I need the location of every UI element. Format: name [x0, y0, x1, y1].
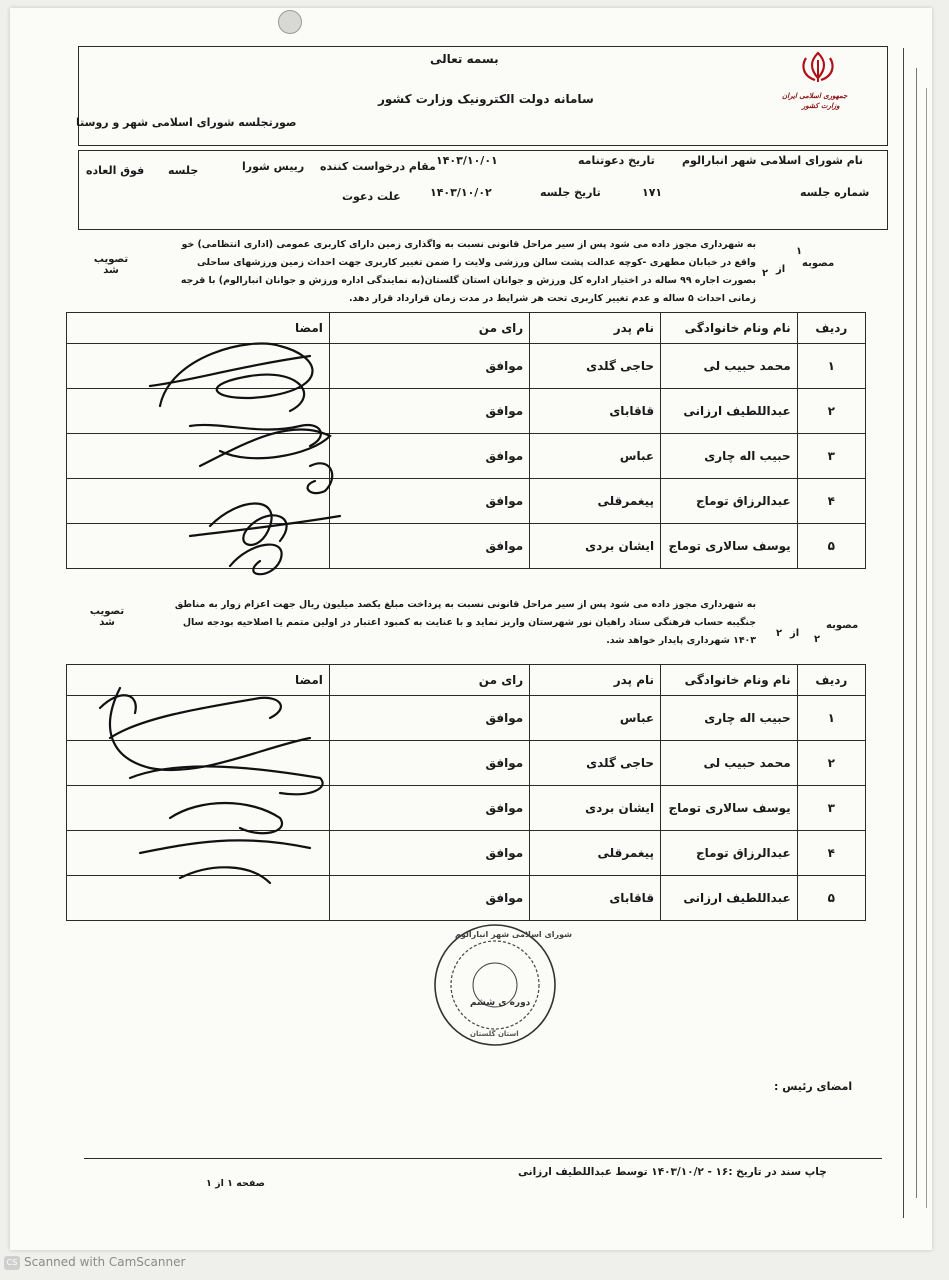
vote-value: موافق [329, 831, 529, 876]
handwritten-signatures-2 [80, 668, 360, 908]
resolution-2-text-line: ۱۴۰۳ شهرداری پایدار خواهد شد. [606, 635, 756, 646]
resolution-1-label: مصوبه [802, 258, 835, 269]
column-header: نام ونام خانوادگی [661, 313, 798, 344]
column-header: ردیف [797, 313, 865, 344]
row-number: ۱ [797, 344, 865, 389]
father-name: عباس [530, 696, 661, 741]
session-date-label: تاریخ جلسه [540, 186, 601, 199]
column-header: امضا [67, 313, 330, 344]
member-name: محمد حبیب لی [661, 741, 798, 786]
invite-reason-label: علت دعوت [342, 190, 401, 203]
bismillah: بسمه تعالی [430, 52, 499, 66]
vote-value: موافق [329, 741, 529, 786]
member-name: عبداللطیف ارزانی [661, 389, 798, 434]
resolution-2-text [140, 596, 756, 650]
row-number: ۳ [797, 434, 865, 479]
father-name: ایشان بردی [530, 786, 661, 831]
seal-center-text: دوره ی ششم [470, 998, 531, 1008]
vote-value: موافق [329, 524, 529, 569]
session-date-value: ۱۴۰۳/۱۰/۰۲ [430, 186, 492, 199]
row-number: ۱ [797, 696, 865, 741]
page-edge-line [916, 68, 917, 1198]
session-number-label: شماره جلسه [800, 186, 870, 199]
resolution-1-text [160, 236, 756, 308]
emblem-caption-1: جمهوری اسلامی ایران [782, 92, 848, 100]
father-name: ایشان بردی [530, 524, 661, 569]
row-number: ۴ [797, 831, 865, 876]
page-edge-line [926, 88, 927, 1208]
row-number: ۲ [797, 389, 865, 434]
requester-value: رییس شورا [242, 160, 305, 173]
resolution-1-status: تصویب شد [93, 254, 129, 276]
member-name: عبدالرزاق توماج [661, 479, 798, 524]
print-info: چاپ سند در تاریخ :۱۶ - ۱۴۰۳/۱۰/۲ توسط عبداللطیف ارزانی [518, 1166, 827, 1178]
resolution-2-of: از [790, 628, 800, 639]
father-name: پیغمرقلی [530, 479, 661, 524]
vote-value: موافق [329, 389, 529, 434]
vote-value: موافق [329, 344, 529, 389]
member-name: عبداللطیف ارزانی [661, 876, 798, 921]
resolution-1-of: از [776, 264, 786, 275]
father-name: قاقابای [530, 876, 661, 921]
column-header: رای من [329, 665, 529, 696]
resolution-1-number: ۱ [796, 246, 803, 257]
seal-outer-text: شورای اسلامی شهر انبارالوم [455, 930, 573, 939]
resolution-1-text-line: واقع در خیابان مطهری -کوچه عدالت پشت سالن ورزشی ولایت را ضمن تغییر کاربری جهت احداث زمین ورزشهای ساحلی [197, 257, 756, 268]
member-name: محمد حبیب لی [661, 344, 798, 389]
vote-value: موافق [329, 434, 529, 479]
chairman-signature-label: امضای رئیس : [774, 1080, 853, 1093]
session-type-value: فوق العاده [86, 164, 145, 177]
resolution-1-total: ۲ [762, 268, 769, 279]
handwritten-signatures-1 [130, 326, 360, 596]
member-name: عبدالرزاق توماج [661, 831, 798, 876]
resolution-2-number: ۲ [814, 634, 821, 645]
resolution-2-label: مصوبه [826, 620, 859, 631]
resolution-2-total: ۲ [776, 628, 783, 639]
row-number: ۲ [797, 741, 865, 786]
system-name: سامانه دولت الکترونیک وزارت کشور [378, 92, 594, 106]
vote-value: موافق [329, 786, 529, 831]
resolution-2-status: تصویب شد [89, 606, 125, 628]
row-number: ۵ [797, 524, 865, 569]
camscanner-badge: CS [4, 1256, 20, 1270]
column-header: نام ونام خانوادگی [661, 665, 798, 696]
column-header: امضا [67, 665, 330, 696]
member-name: یوسف سالاری توماج [661, 524, 798, 569]
minutes-title: صورتجلسه شورای اسلامی شهر و روستا [76, 116, 297, 129]
invite-date-value: ۱۴۰۳/۱۰/۰۱ [436, 154, 498, 167]
council-name: نام شورای اسلامی شهر انبارالوم [682, 154, 864, 167]
column-header: نام پدر [530, 313, 661, 344]
requester-label: مقام درخواست کننده [320, 160, 436, 173]
member-name: یوسف سالاری توماج [661, 786, 798, 831]
camscanner-text: Scanned with CamScanner [24, 1255, 186, 1269]
resolution-2-text-line: جنگیبه حساب فرهنگی ستاد راهیان نور شهرستان واریز نماید و با عنایت به کمبود اعتبار در اولین متمم یا اصلاحیه بودجه سال [182, 617, 756, 628]
resolution-1-text-line: به شهرداری مجوز داده می شود پس از سیر مراحل قانونی نسبت به واگذاری زمین دارای کاربری عمومی (اداری انتظامی) خو [181, 239, 756, 250]
invite-date-label: تاریخ دعوتنامه [578, 154, 655, 167]
page-edge-line [903, 48, 904, 1218]
father-name: حاجی گلدی [530, 741, 661, 786]
footer-divider [84, 1158, 882, 1159]
emblem-caption-2: وزارت کشور [802, 102, 840, 110]
column-header: ردیف [797, 665, 865, 696]
vote-value: موافق [329, 696, 529, 741]
father-name: قاقابای [530, 389, 661, 434]
member-name: حبیب اله چاری [661, 696, 798, 741]
seal-bottom-text: استان گلستان [470, 1030, 519, 1038]
resolution-1-text-line: بصورت اجاره ۹۹ ساله در اختیار اداره کل ورزش و جوانان استان گلستان(به نمایندگی اداره ورزش و جوانان انبارالوم) با قرجه [180, 275, 756, 286]
iran-emblem-icon [793, 50, 843, 92]
member-name: حبیب اله چاری [661, 434, 798, 479]
page-info: صفحه ۱ از ۱ [206, 1178, 265, 1189]
row-number: ۴ [797, 479, 865, 524]
column-header: رای من [329, 313, 529, 344]
session-type-label: جلسه [168, 164, 199, 177]
camscanner-watermark [4, 1255, 185, 1270]
resolution-2-text-line: به شهرداری مجوز داده می شود پس از سیر مراحل قانونی نسبت به پرداخت مبلغ یکصد میلیون ریال جهت اعزام زوار به مناطق [174, 599, 756, 610]
column-header: نام پدر [530, 665, 661, 696]
father-name: عباس [530, 434, 661, 479]
session-number-value: ۱۷۱ [642, 186, 663, 199]
row-number: ۵ [797, 876, 865, 921]
father-name: حاجی گلدی [530, 344, 661, 389]
row-number: ۳ [797, 786, 865, 831]
resolution-1-text-line: زمانی احداث ۵ ساله و عدم تغییر کاربری تحت هر شرایط در مدت زمان قرارداد قرار دهد. [349, 293, 756, 304]
document-sheet [10, 8, 932, 1250]
vote-value: موافق [329, 479, 529, 524]
binder-hole [278, 10, 302, 34]
father-name: پیغمرقلی [530, 831, 661, 876]
vote-value: موافق [329, 876, 529, 921]
